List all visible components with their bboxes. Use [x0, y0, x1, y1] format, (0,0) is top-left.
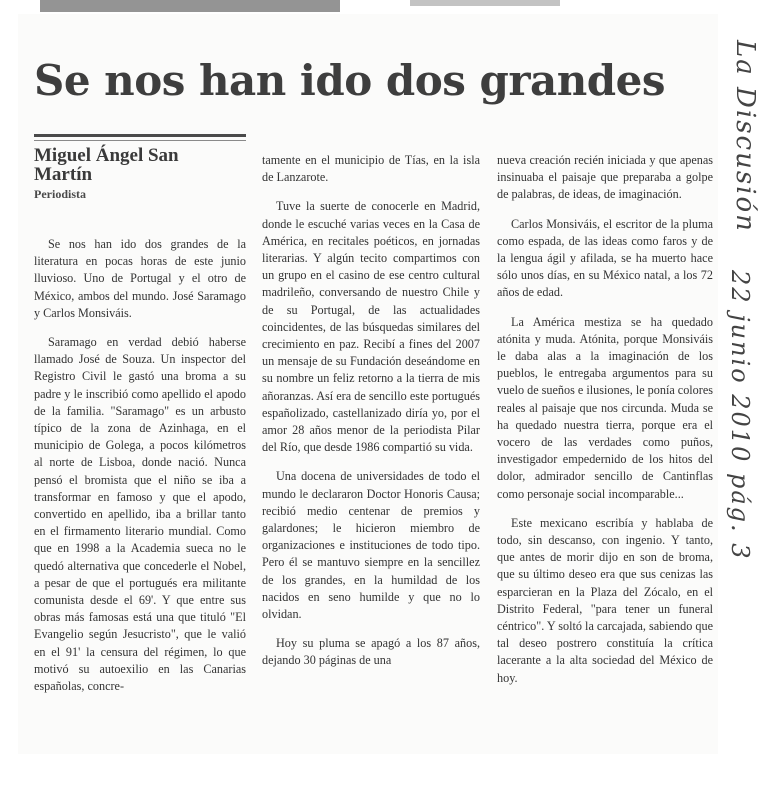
byline-rule — [34, 134, 246, 137]
scan-edge-artifact — [40, 0, 340, 12]
paragraph: Una docena de universidades de todo el mundo le declararon Doctor Honoris Causa; recibió medio centenar de premios y galardones; le hicieron miembro de organizaciones e instituciones de todo tipo. Pero él se mantuvo siempre en la sencillez de los grandes, en la humildad de los nacidos en seno humilde y que no lo olvidan. — [262, 469, 480, 622]
article-column-3 — [497, 152, 713, 699]
byline-rule-thin — [34, 140, 246, 141]
paragraph: nueva creación recién iniciada y que apenas insinuaba el paisaje que preparaba a golpe de palabras, de ideas, de imaginación. — [497, 153, 713, 202]
author-name: Miguel Ángel San Martín — [34, 145, 179, 185]
author-role: Periodista — [34, 187, 86, 201]
handwritten-source-note: La Discusión — [730, 40, 760, 233]
paragraph: Carlos Monsiváis, el escritor de la pluma como espada, de las ideas como faros y de la lengua ágil y afilada, se ha muerto hace sólo unos días, en su México natal, a los 72 años de edad. — [497, 216, 713, 300]
paragraph: Saramago en verdad debió haberse llamado José de Souza. Un inspector del Registro Civil le gastó una broma a su padre y le inscribió como apellido el apodo de la familia. "Saramago" es un arbusto típico de la zona de Azinhaga, en el municipio de Golega, a pocos kilómetros al norte de Lisboa, donde nació. Nunca pensó el bromista que el niño se iba a transformar en famoso y que el apodo, convertido en apellido, iba a brillar tanto en el firmamento literario mundial. Como que en 1998 a la Academia sueca no le quedó alternativa que concederle el Nobel, a pesar de que el portugués era militante comunista desde el 69'. Y que entre sus obras más famosas está una que tituló "El Evangelio según Jesucristo", que le valió en el 91' la censura del régimen, lo que motivó su autoexilio en las Canarias españolas, concre- — [34, 335, 246, 694]
paragraph: La América mestiza se ha quedado atónita y muda. Atónita, porque Monsiváis le daba alas a la imaginación de los pueblos, le entregaba argumentos para su vuelo de sueños e ilusiones, le ponía colores reales al paisaje que nos circunda. Muda se ha quedado nuestra tierra, porque era el vocero de las verdades como puños, investigador empedernido de los hitos del dolor, admirador sencillo de Cantinflas como personaje social incomparable... — [497, 314, 713, 501]
paragraph: Hoy su pluma se apagó a los 87 años, dejando 30 páginas de una — [262, 636, 480, 668]
article-column-2 — [262, 152, 480, 682]
paragraph: Este mexicano escribía y hablaba de todo, sin descanso, con ingenio. Y tanto, que antes de morir dijo en son de broma, que su último deseo era que sus cenizas las esparcieran en la Plaza del Zócalo, en el Distrito Federal, "para tener un funeral céntrico". Y soltó la carcajada, sabiendo que tal deseo postrero constituía la crítica lacerante a la alta sociedad del México de hoy. — [497, 515, 713, 685]
headline: Se nos han ido dos grandes — [34, 56, 665, 106]
paragraph: Tuve la suerte de conocerle en Madrid, donde le escuché varias veces en la Casa de América, en recitales poéticos, en jornadas literarias. Y algún tecito compartimos con un grupo en el casino de ese centro cultural madrileño, conversando de nuestro Chile y de su Portugal, de las actualidades coincidentes, de las búsquedas similares del crecimiento en paz. Recibí a fines del 2007 un mensaje de su Fundación deseándome en su nombre un feliz retorno a la tierra de mis añoranzas. Así era de sencillo este portugués españolizado, castellanizado diría yo, por el amor 28 años menor de la periodista Pilar del Río, que desde 1986 compartió su vida. — [262, 199, 480, 455]
article-column-1 — [34, 236, 246, 707]
paragraph: tamente en el municipio de Tías, en la isla de Lanzarote. — [262, 153, 480, 185]
scan-edge-artifact — [410, 0, 560, 6]
handwritten-date-note: 22 junio 2010 pág. 3 — [726, 270, 754, 561]
paragraph: Se nos han ido dos grandes de la literatura en pocas horas de este junio lluvioso. Uno de Portugal y el otro de México, ambos del mundo. José Saramago y Carlos Monsiváis. — [34, 237, 246, 320]
